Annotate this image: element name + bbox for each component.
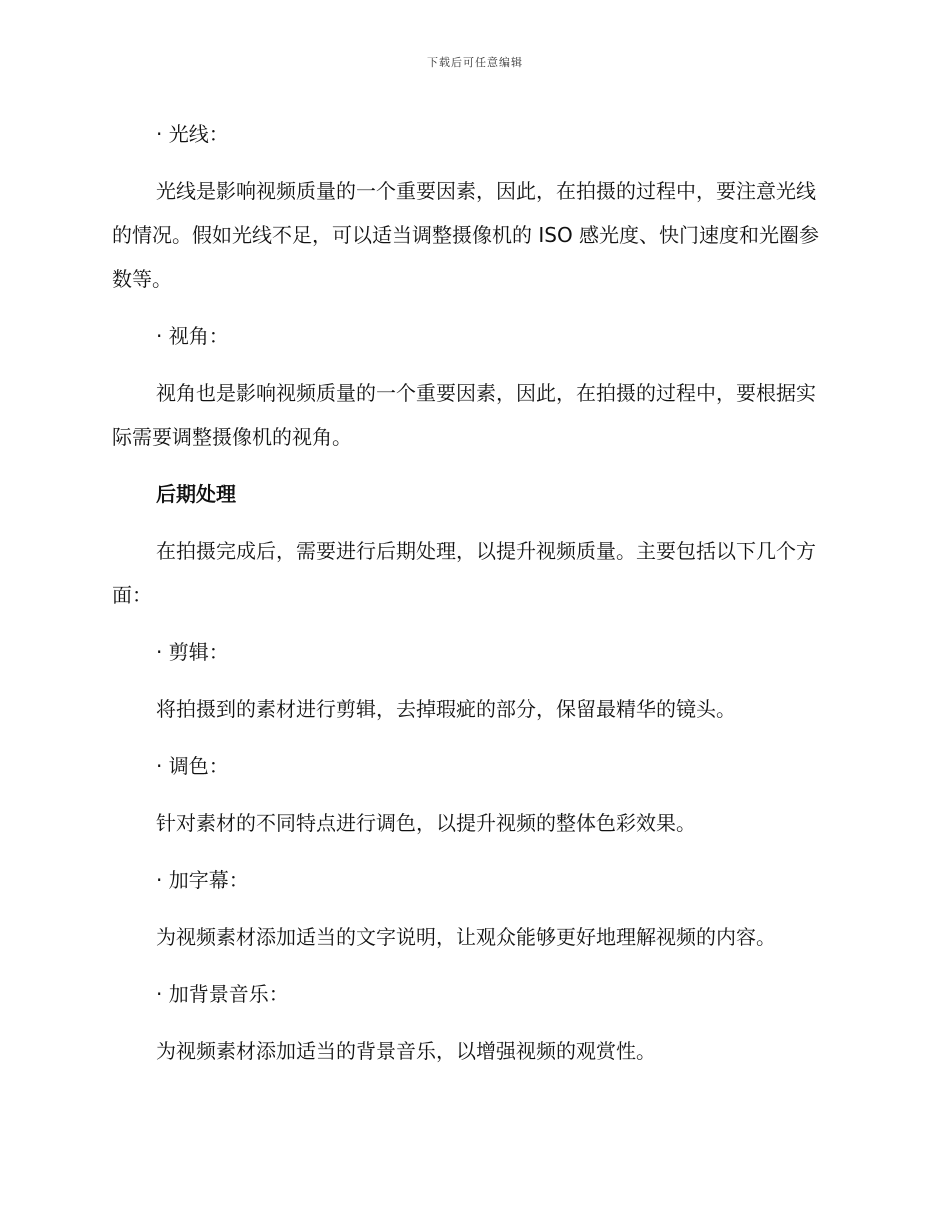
paragraph-background-music: 为视频素材添加适当的背景音乐，以增强视频的观赏性。 <box>156 1039 656 1063</box>
bullet-lighting: · 光线： <box>156 122 229 146</box>
bullet-color-grading: · 调色： <box>156 754 229 778</box>
bullet-background-music: · 加背景音乐： <box>156 982 289 1006</box>
paragraph-post-processing-intro: 在拍摄完成后，需要进行后期处理，以提升视频质量。主要包括以下几个方面： <box>112 539 816 607</box>
bullet-angle: · 视角： <box>156 324 229 348</box>
page-header: 下载后可任意编辑 <box>427 56 523 69</box>
section-heading-post-processing: 后期处理 <box>156 482 236 506</box>
bullet-subtitles: · 加字幕： <box>156 868 249 892</box>
paragraph-editing: 将拍摄到的素材进行剪辑，去掉瑕疵的部分，保留最精华的镜头。 <box>156 697 736 721</box>
paragraph-color-grading: 针对素材的不同特点进行调色，以提升视频的整体色彩效果。 <box>156 811 696 835</box>
bullet-editing: · 剪辑： <box>156 640 229 664</box>
paragraph-lighting: 光线是影响视频质量的一个重要因素，因此，在拍摄的过程中，要注意光线的情况。假如光线不足，可以适当调整摄像机的 ISO 感光度、快门速度和光圈参数等。 <box>112 179 820 291</box>
paragraph-angle: 视角也是影响视频质量的一个重要因素，因此，在拍摄的过程中，要根据实际需要调整摄像机的视角。 <box>112 381 816 449</box>
paragraph-subtitles: 为视频素材添加适当的文字说明，让观众能够更好地理解视频的内容。 <box>156 925 776 949</box>
document-body <box>112 112 834 1073</box>
